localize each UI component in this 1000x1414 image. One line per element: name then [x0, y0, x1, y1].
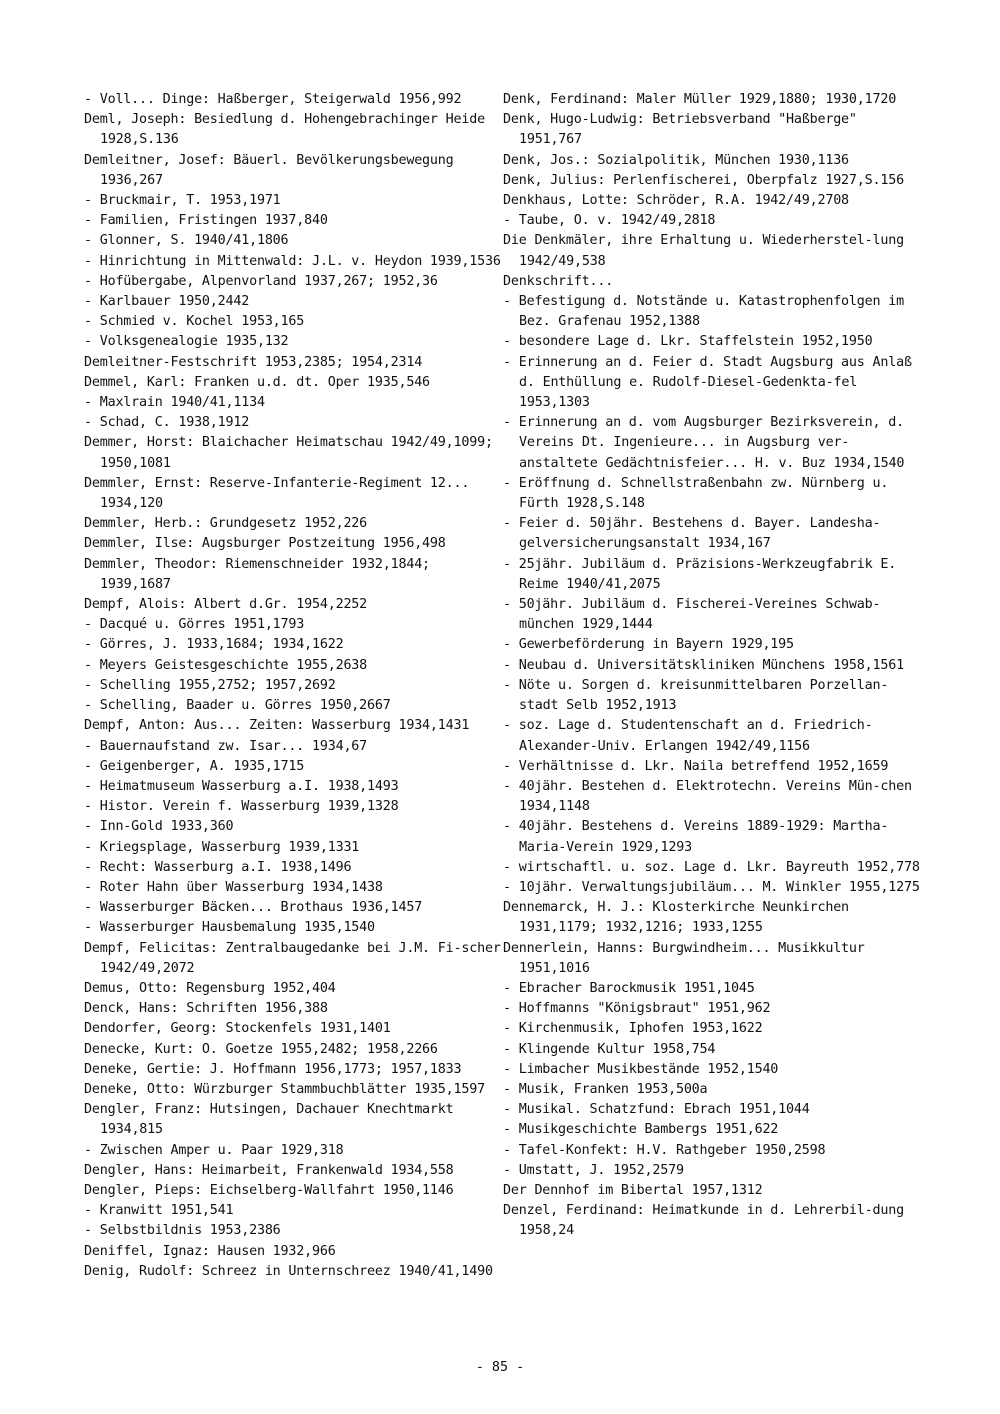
index-entry: - Schmied v. Kochel 1953,165 — [84, 314, 305, 330]
index-entry: - besondere Lage d. Lkr. Staffelstein 1952,1950 — [503, 334, 873, 350]
index-column-right — [503, 90, 923, 1242]
index-entry: - Maxlrain 1940/41,1134 — [84, 395, 265, 411]
index-entry: - Hofübergabe, Alpenvorland 1937,267; 1952,36 — [84, 273, 438, 289]
index-entry: - Geigenberger, A. 1935,1715 — [84, 758, 305, 774]
index-entry: Dengler, Franz: Hutsingen, Dachauer Knechtmarkt 1934,815 — [84, 1102, 454, 1138]
index-entry: Deniffel, Ignaz: Hausen 1932,966 — [84, 1243, 336, 1259]
index-entry: - Taube, O. v. 1942/49,2818 — [503, 213, 716, 229]
index-entry: Denk, Ferdinand: Maler Müller 1929,1880; 1930,1720 — [503, 92, 897, 107]
index-entry: - Nöte u. Sorgen d. kreisunmittelbaren Porzellan-stadt Selb 1952,1913 — [503, 677, 889, 714]
index-entry: - Schad, C. 1938,1912 — [84, 415, 250, 431]
index-entry: - soz. Lage d. Studentenschaft an d. Friedrich-Alexander-Univ. Erlangen 1942/49,1156 — [503, 718, 873, 754]
index-entry: - Umstatt, J. 1952,2579 — [503, 1162, 684, 1178]
index-entry: - Tafel-Konfekt: H.V. Rathgeber 1950,2598 — [503, 1142, 826, 1158]
index-entry: Dempf, Anton: Aus... Zeiten: Wasserburg 1934,1431 — [84, 718, 470, 734]
index-entry: - Befestigung d. Notstände u. Katastrophenfolgen im Bez. Grafenau 1952,1388 — [503, 294, 904, 330]
index-entry: - Musik, Franken 1953,500a — [503, 1081, 708, 1097]
index-entry: - Schelling 1955,2752; 1957,2692 — [84, 677, 336, 693]
index-entry: - Karlbauer 1950,2442 — [84, 294, 250, 310]
index-entry: - Feier d. 50jähr. Bestehens d. Bayer. Landesha-gelversicherungsanstalt 1934,167 — [503, 516, 881, 552]
index-entry: Dennemarck, H. J.: Klosterkirche Neunkirchen 1931,1179; 1932,1216; 1933,1255 — [503, 900, 849, 936]
index-entry: - Erinnerung an d. vom Augsburger Bezirksverein, d. Vereins Dt. Ingenieure... in Augsburg ver-anstaltete Gedächtnisfeier... H. v. Buz 1934,1540 — [503, 415, 905, 471]
index-entry: - Hoffmanns "Königsbraut" 1951,962 — [503, 1001, 771, 1017]
index-entry: - Hinrichtung in Mittenwald: J.L. v. Heydon 1939,1536 — [84, 253, 501, 269]
index-entry: - Kriegsplage, Wasserburg 1939,1331 — [84, 839, 360, 855]
index-entry: - Musikgeschichte Bambergs 1951,622 — [503, 1122, 779, 1138]
index-entry: - Neubau d. Universitätskliniken Münchens 1958,1561 — [503, 657, 904, 673]
index-entry: - Recht: Wasserburg a.I. 1938,1496 — [84, 859, 352, 875]
index-entry: - Histor. Verein f. Wasserburg 1939,1328 — [84, 799, 399, 815]
index-entry: - Musikal. Schatzfund: Ebrach 1951,1044 — [503, 1102, 810, 1118]
index-entry: Denig, Rudolf: Schreez in Unternschreez 1940/41,1490 — [84, 1263, 493, 1279]
index-entry: - Limbacher Musikbestände 1952,1540 — [503, 1061, 779, 1077]
index-entry: - Ebracher Barockmusik 1951,1045 — [503, 980, 755, 996]
index-entry: - 50jähr. Jubiläum d. Fischerei-Vereines Schwab-münchen 1929,1444 — [503, 597, 881, 633]
index-entry: - Kranwitt 1951,541 — [84, 1203, 234, 1219]
index-entry: Dendorfer, Georg: Stockenfels 1931,1401 — [84, 1021, 391, 1037]
index-entry: Demmler, Herb.: Grundgesetz 1952,226 — [84, 516, 368, 532]
index-entry: - Görres, J. 1933,1684; 1934,1622 — [84, 637, 344, 653]
index-entry: - Familien, Fristingen 1937,840 — [84, 213, 328, 229]
index-entry: Denk, Julius: Perlenfischerei, Oberpfalz 1927,S.156 — [503, 172, 904, 188]
index-entry: - Glonner, S. 1940/41,1806 — [84, 233, 289, 249]
index-entry: - 40jähr. Bestehen d. Elektrotechn. Vereins Mün-chen 1934,1148 — [503, 778, 912, 815]
index-entry: Demleitner-Festschrift 1953,2385; 1954,2314 — [84, 354, 423, 370]
index-entry: - Bauernaufstand zw. Isar... 1934,67 — [84, 738, 368, 754]
index-entry: Dempf, Alois: Albert d.Gr. 1954,2252 — [84, 597, 368, 613]
index-entry: Demmer, Horst: Blaichacher Heimatschau 1942/49,1099; 1950,1081 — [84, 435, 493, 471]
index-column-left — [84, 90, 504, 1282]
index-entry: - wirtschaftl. u. soz. Lage d. Lkr. Bayreuth 1952,778 — [503, 859, 920, 875]
index-entry: - Wasserburger Hausbemalung 1935,1540 — [84, 920, 375, 936]
index-entry: - Eröffnung d. Schnellstraßenbahn zw. Nürnberg u. Fürth 1928,S.148 — [503, 475, 889, 512]
index-entry: Denk, Jos.: Sozialpolitik, München 1930,1136 — [503, 152, 849, 168]
index-entry: - Schelling, Baader u. Görres 1950,2667 — [84, 698, 391, 714]
index-entry: - Erinnerung an d. Feier d. Stadt Augsburg aus Anlaß d. Enthüllung e. Rudolf-Diesel-Gedenkta-fel 1953,1303 — [503, 354, 912, 411]
index-entry: - Kirchenmusik, Iphofen 1953,1622 — [503, 1021, 763, 1037]
index-entry: Demus, Otto: Regensburg 1952,404 — [84, 980, 336, 996]
index-entry: Denzel, Ferdinand: Heimatkunde in d. Lehrerbil-dung 1958,24 — [503, 1203, 904, 1239]
index-entry: - Dacqué u. Görres 1951,1793 — [84, 617, 305, 633]
index-entry: Demleitner, Josef: Bäuerl. Bevölkerungsbewegung 1936,267 — [84, 152, 454, 188]
index-entry: Dempf, Felicitas: Zentralbaugedanke bei J.M. Fi-scher 1942/49,2072 — [84, 940, 501, 976]
index-entry: - Meyers Geistesgeschichte 1955,2638 — [84, 657, 368, 673]
index-entry: - Voll... Dinge: Haßberger, Steigerwald 1956,992 — [84, 92, 462, 107]
index-entry: Deneke, Otto: Würzburger Stammbuchblätter 1935,1597 — [84, 1081, 485, 1097]
index-entry: Denecke, Kurt: O. Goetze 1955,2482; 1958,2266 — [84, 1041, 438, 1057]
index-entry: - Gewerbeförderung in Bayern 1929,195 — [503, 637, 794, 653]
index-entry: - 10jähr. Verwaltungsjubiläum... M. Winkler 1955,1275 — [503, 879, 920, 895]
index-entry: Dengler, Hans: Heimarbeit, Frankenwald 1934,558 — [84, 1162, 454, 1178]
index-entry: - Volksgenealogie 1935,132 — [84, 334, 289, 350]
index-entry: - Heimatmuseum Wasserburg a.I. 1938,1493 — [84, 778, 399, 794]
index-entry: Denkschrift... — [503, 273, 614, 289]
index-entry: Dengler, Pieps: Eichselberg-Wallfahrt 1950,1146 — [84, 1182, 454, 1198]
index-entry: - Verhältnisse d. Lkr. Naila betreffend 1952,1659 — [503, 758, 889, 774]
index-entry: - Wasserburger Bäcken... Brothaus 1936,1457 — [84, 900, 423, 916]
index-entry: - Inn-Gold 1933,360 — [84, 819, 234, 835]
index-entry: Denk, Hugo-Ludwig: Betriebsverband "Haßberge" 1951,767 — [503, 112, 857, 148]
index-entry: - Bruckmair, T. 1953,1971 — [84, 193, 281, 209]
index-entry: Deml, Joseph: Besiedlung d. Hohengebrachinger Heide 1928,S.136 — [84, 112, 485, 148]
index-entry: Demmel, Karl: Franken u.d. dt. Oper 1935,546 — [84, 374, 430, 390]
index-entry: - Zwischen Amper u. Paar 1929,318 — [84, 1142, 344, 1158]
index-entry: Der Dennhof im Bibertal 1957,1312 — [503, 1182, 763, 1198]
index-entry: Dennerlein, Hanns: Burgwindheim... Musikkultur 1951,1016 — [503, 940, 865, 976]
index-entry: Demmler, Theodor: Riemenschneider 1932,1844; 1939,1687 — [84, 556, 430, 592]
index-entry: Demmler, Ilse: Augsburger Postzeitung 1956,498 — [84, 536, 446, 552]
index-entry: Denck, Hans: Schriften 1956,388 — [84, 1001, 328, 1017]
index-entry: Demmler, Ernst: Reserve-Infanterie-Regiment 12... 1934,120 — [84, 475, 470, 512]
index-entry: - Klingende Kultur 1958,754 — [503, 1041, 716, 1057]
index-entry: - Roter Hahn über Wasserburg 1934,1438 — [84, 879, 383, 895]
index-entry: Deneke, Gertie: J. Hoffmann 1956,1773; 1957,1833 — [84, 1061, 462, 1077]
page-number: - 85 - — [475, 1360, 525, 1375]
index-entry: - 40jähr. Bestehens d. Vereins 1889-1929: Martha-Maria-Verein 1929,1293 — [503, 819, 889, 855]
index-entry: Die Denkmäler, ihre Erhaltung u. Wiederherstel-lung 1942/49,538 — [503, 233, 904, 269]
index-entry: Denkhaus, Lotte: Schröder, R.A. 1942/49,2708 — [503, 193, 849, 209]
index-entry: - 25jähr. Jubiläum d. Präzisions-Werkzeugfabrik E. Reime 1940/41,2075 — [503, 556, 897, 592]
index-entry: - Selbstbildnis 1953,2386 — [84, 1223, 281, 1239]
